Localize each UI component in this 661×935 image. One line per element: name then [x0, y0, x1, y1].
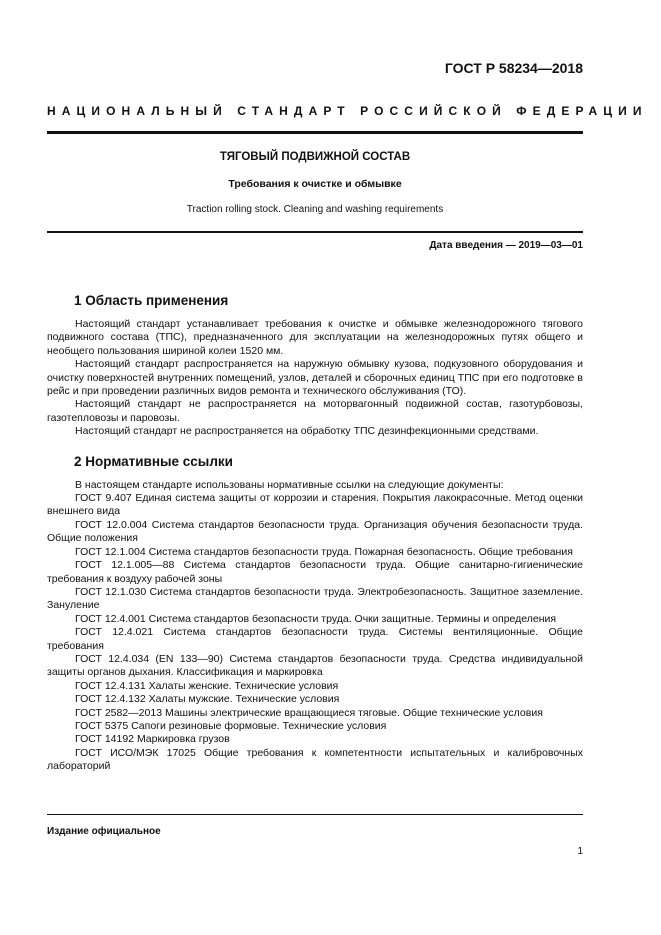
reference-item: ГОСТ 5375 Сапоги резиновые формовые. Технические условия	[75, 719, 387, 732]
paragraph: Настоящий стандарт не распространяется на моторвагонный подвижной состав, газотурбовозы, газотепловозы и паровозы.	[47, 398, 583, 424]
reference-item: ГОСТ 12.1.030 Система стандартов безопасности труда. Электробезопасность. Защитное заземление. Зануление	[47, 585, 583, 612]
section-heading-scope: 1 Область применения	[74, 293, 229, 308]
standard-number: ГОСТ Р 58234—2018	[444, 60, 583, 76]
reference-item: ГОСТ 12.1.005—88 Система стандартов безопасности труда. Общие санитарно-гигиенические требования к воздуху рабочей зоны	[47, 559, 583, 585]
header-rule	[47, 131, 583, 134]
reference-item: ГОСТ 12.4.034 (EN 133—90) Система стандартов безопасности труда. Средства индивидуальной защиты органов дыхания. Классификация и маркировка	[47, 652, 583, 679]
reference-item: ГОСТ 12.4.001 Система стандартов безопасности труда. Очки защитные. Термины и определения	[75, 612, 557, 625]
paragraph: В настоящем стандарте использованы нормативные ссылки на следующие документы:	[75, 478, 504, 491]
reference-item: ГОСТ 12.4.131 Халаты женские. Технические условия	[75, 679, 339, 692]
national-standard-banner: НАЦИОНАЛЬНЫЙ СТАНДАРТ РОССИЙСКОЙ ФЕДЕРАЦИИ	[47, 104, 648, 118]
document-body	[47, 292, 583, 774]
paragraph: Настоящий стандарт распространяется на наружную обмывку кузова, подкузовного оборудования и очистку поверхностей внутренних помещений, узлов, деталей и сборочных единиц ТПС при его подготовке в рейс и при проведении различных видов ремонта и технического обслуживания (ТО).	[47, 358, 583, 398]
reference-item: ГОСТ 12.0.004 Система стандартов безопасности труда. Организация обучения безопасности труда. Общие положения	[47, 518, 583, 545]
english-title: Traction rolling stock. Cleaning and washing requirements	[186, 204, 444, 215]
paragraph: Настоящий стандарт не распространяется на обработку ТПС дезинфекционными средствами.	[75, 425, 539, 438]
reference-item: ГОСТ 2582—2013 Машины электрические вращающиеся тяговые. Общие технические условия	[75, 706, 543, 719]
reference-item: ГОСТ 12.1.004 Система стандартов безопасности труда. Пожарная безопасность. Общие требования	[75, 545, 573, 558]
document-title: ТЯГОВЫЙ ПОДВИЖНОЙ СОСТАВ	[219, 151, 411, 163]
footer-rule	[47, 814, 583, 815]
reference-item: ГОСТ ИСО/МЭК 17025 Общие требования к компетентности испытательных и калибровочных лабораторий	[47, 746, 583, 773]
page-number: 1	[577, 846, 583, 857]
reference-item: ГОСТ 14192 Маркировка грузов	[75, 733, 230, 746]
reference-item: ГОСТ 12.4.021 Система стандартов безопасности труда. Системы вентиляционные. Общие требования	[47, 626, 583, 652]
title-rule	[47, 231, 583, 233]
section-heading-references: 2 Нормативные ссылки	[74, 453, 233, 469]
introduction-date: Дата введения — 2019—03—01	[429, 240, 583, 251]
document-subtitle: Требования к очистке и обмывке	[228, 178, 402, 190]
paragraph: Настоящий стандарт устанавливает требования к очистке и обмывке железнодорожного тягового подвижного состава (ТПС), предназначенного для эксплуатации на железнодорожных путях общего и необщего пользования шириной колеи 1520 мм.	[47, 318, 583, 357]
reference-item: ГОСТ 12.4.132 Халаты мужские. Технические условия	[75, 693, 340, 706]
official-edition-label: Издание официальное	[47, 826, 161, 837]
reference-item: ГОСТ 9.407 Единая система защиты от коррозии и старения. Покрытия лакокрасочные. Метод оценки внешнего вида	[47, 492, 583, 518]
